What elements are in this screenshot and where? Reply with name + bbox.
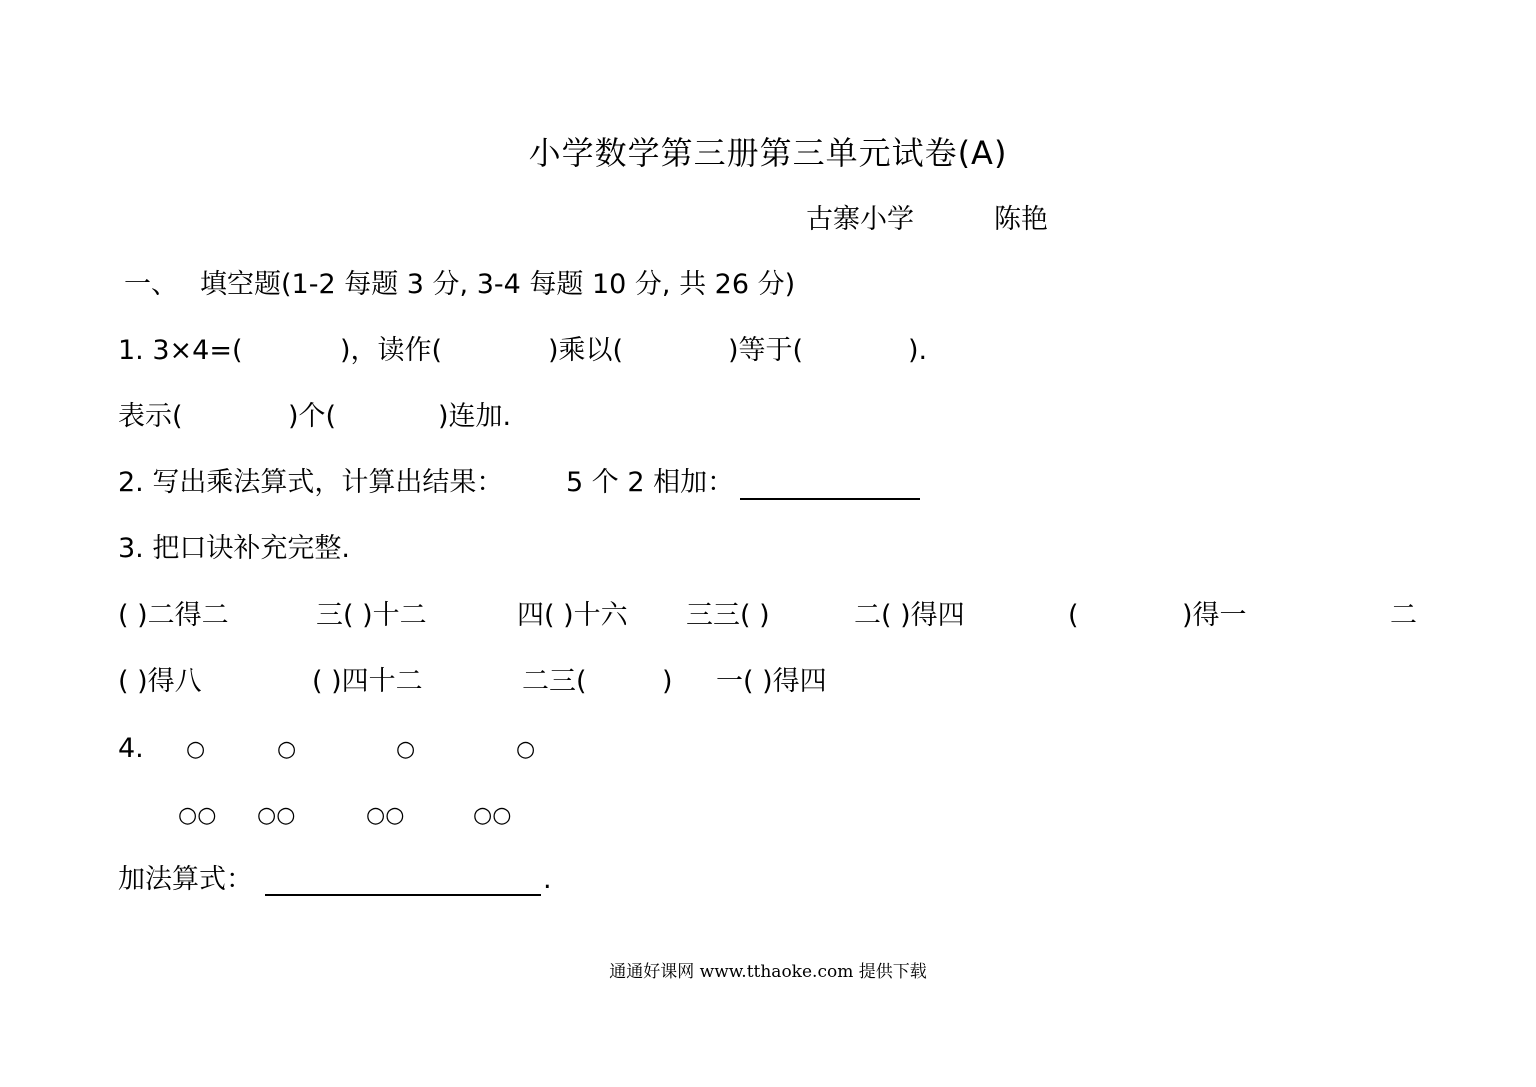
- section-heading: 填空题(1-2 每题 3 分, 3-4 每题 10 分, 共 26 分): [200, 269, 796, 300]
- q4-period: .: [543, 864, 552, 895]
- q3-r1-item6-open: (: [1068, 600, 1079, 631]
- q3-r1-item2: 三( )十二: [316, 600, 427, 631]
- q2-answer-blank[interactable]: [740, 498, 920, 500]
- circle-icon: ○: [186, 737, 206, 762]
- q2-item: 5 个 2 相加：: [566, 467, 735, 498]
- q1-line2-part2: )个(: [288, 401, 337, 432]
- circle-pair-icon: ○○: [366, 803, 405, 828]
- circle-icon: ○: [277, 737, 297, 762]
- q3-r1-item4: 三三( ): [686, 600, 770, 631]
- circle-icon: ○: [516, 737, 536, 762]
- q3-r1-item1: ( )二得二: [118, 600, 229, 631]
- q3-r1-item3: 四( )十六: [517, 600, 628, 631]
- circle-pair-icon: ○○: [257, 803, 296, 828]
- q3-r2-item2: ( )四十二: [312, 666, 423, 697]
- page-title: 小学数学第三册第三单元试卷(A): [528, 134, 1008, 172]
- footer-source: 通通好课网 www.tthaoke.com 提供下载: [609, 962, 927, 982]
- q1-part1: 1. 3×4=(: [118, 335, 243, 366]
- q3-r2-item3-close: ): [662, 666, 673, 697]
- q1-part4: )等于(: [728, 335, 804, 366]
- q2-prompt: 2. 写出乘法算式，计算出结果：: [118, 467, 504, 498]
- school-name: 古寨小学: [806, 204, 914, 235]
- q4-formula-label: 加法算式：: [118, 864, 253, 895]
- q3-r1-item7: 二: [1390, 600, 1417, 631]
- q4-number: 4.: [118, 733, 144, 764]
- q4-answer-blank[interactable]: [265, 894, 541, 896]
- section-number: 一、: [124, 269, 178, 300]
- circle-pair-icon: ○○: [473, 803, 512, 828]
- author-name: 陈艳: [994, 204, 1048, 235]
- q1-part2: )，读作(: [340, 335, 443, 366]
- q1-line2-part3: )连加.: [438, 401, 512, 432]
- q3-r1-item5: 二( )得四: [854, 600, 965, 631]
- q1-line2-part1: 表示(: [118, 401, 183, 432]
- q1-part3: )乘以(: [548, 335, 624, 366]
- q3-r2-item3-open: 二三(: [522, 666, 587, 697]
- q3-r2-item1: ( )得八: [118, 666, 202, 697]
- q3-r2-item4: 一( )得四: [716, 666, 827, 697]
- q3-prompt: 3. 把口诀补充完整.: [118, 533, 350, 564]
- circle-icon: ○: [396, 737, 416, 762]
- q1-part5: ).: [908, 335, 928, 366]
- circle-pair-icon: ○○: [178, 803, 217, 828]
- q3-r1-item6-close: )得一: [1182, 600, 1247, 631]
